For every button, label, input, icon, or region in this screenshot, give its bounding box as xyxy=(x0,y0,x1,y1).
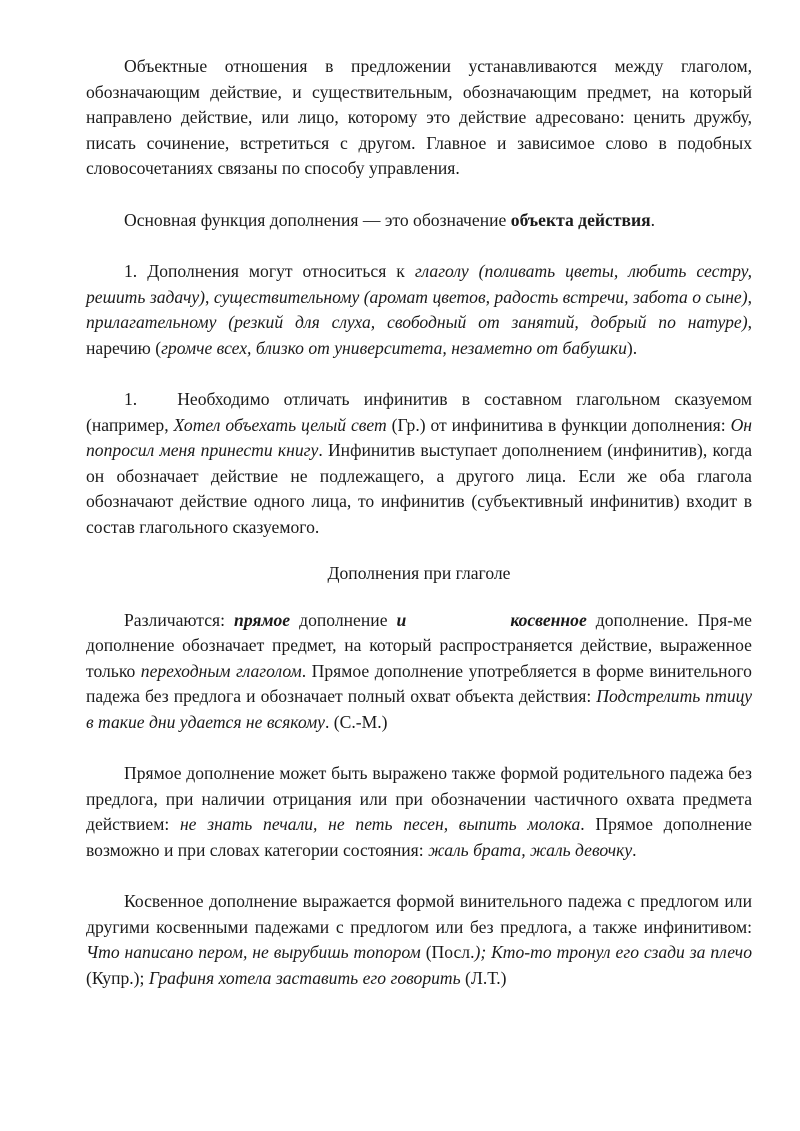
paragraph-indirect-object: Косвенное дополнение выражается формой винительного падежа с предлогом или другими косвенными падежами с предлогом или без предлога, а также инфинитивом: Что написано пером, не вырубишь топором (Посл.); Кто-то тронул его сзади за плечо (Купр.); Графиня хотела заставить его говорить (Л.Т.) xyxy=(86,891,752,988)
paragraph-genitive-object: Прямое дополнение может быть выражено также формой родительного падежа без предлога, при наличии отрицания или при обозначении частичного охвата предмета действием: не знать печали, не петь песен, выпить молока. Прямое дополнение возможно и при словах категории состояния: жаль брата, жаль девочку. xyxy=(86,763,752,860)
paragraph-object-relations: Объектные отношения в предложении устанавливаются между глаголом, обозначающим действие, и существительным, обозначающим предмет, на который направлено действие, или лицо, которому это действие адресовано: ценить дружбу, писать сочинение, встретиться с другом. Главное и зависимое слово в подобных словосочетаниях связаны по способу управления. xyxy=(86,56,752,178)
paragraph-complement-types: 1. Дополнения могут относиться к глаголу (поливать цветы, любить сестру, решить задачу), существительному (аромат цветов, радость встречи, забота о сыне), прилагательному (резкий для слуха, свободный от занятий, добрый по натуре), наречию (громче всех, близко от университета, незаметно от бабушки). xyxy=(86,261,752,358)
section-heading: Дополнения при глаголе xyxy=(327,563,511,583)
paragraph-infinitive: 1. Необходимо отличать инфинитив в составном глагольном сказуемом (например, Хотел объехать целый свет (Гр.) от инфинитива в функции дополнения: Он попросил меня принести книгу. Инфинитив выступает дополнением (инфинитив), когда он обозначает действие не подлежащего, а другого лица. Если же оба глагола обозначают действие одного лица, то инфинитив (субъективный инфинитив) входит в состав глагольного сказуемого. xyxy=(86,389,753,537)
paragraph-main-function: Основная функция дополнения — это обозначение объекта действия. xyxy=(124,209,656,230)
paragraph-direct-indirect: Различаются: прямое дополнение и косвенное дополнение. Пря-ме дополнение обозначает предмет, на который распространяется действие, выраженное только переходным глаголом. Прямое дополнение употребляется в форме винительного падежа без предлога и обозначает полный охват объекта действия: Подстрелить птицу в такие дни удается не всякому. (С.-М.) xyxy=(86,609,752,732)
bold-term: объекта действия xyxy=(510,209,651,230)
